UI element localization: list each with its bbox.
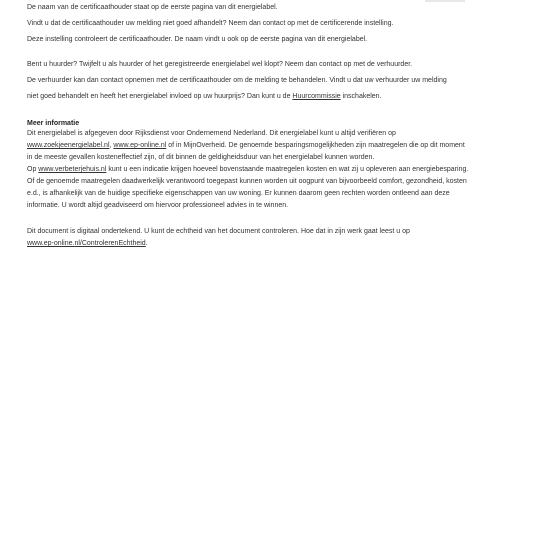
tenant-line-2: De verhuurder kan dan contact opnemen met de certificaathouder om de melding te behandelen. Vindt u dat uw verhuurder uw melding: [27, 77, 447, 84]
cert-holder-line-2: Vindt u dat de certificaathouder uw melding niet goed afhandelt? Neem dan contact op met de certificerende instelling.: [27, 20, 394, 27]
ep-online-link[interactable]: www.ep-online.nl: [113, 142, 167, 149]
info-line-6: e.d., is afhankelijk van de huidige specifieke eigenschappen van uw woning. Er kunnen daarom geen rechten worden ontleend aan deze: [27, 190, 450, 197]
signature-line-1: Dit document is digitaal ondertekend. U kunt de echtheid van het document controleren. Hoe dat in zijn werk gaat leest u op: [27, 228, 410, 235]
section-heading-meer-informatie: Meer informatie: [27, 120, 80, 127]
tenant-line-1: Bent u huurder? Twijfelt u als huurder of het geregistreerde energielabel wel klopt? Neem dan contact op met de verhuurder.: [27, 61, 413, 68]
controleren-echtheid-link[interactable]: www.ep-online.nl/ControlerenEchtheid: [27, 240, 146, 247]
info-line-2-text: of in MijnOverheid. De genoemde besparingsmogelijkheden zijn maatregelen die op dit moment: [166, 142, 465, 149]
info-line-2-sep: ,: [109, 142, 114, 149]
tenant-line-3: [27, 92, 537, 102]
info-line-4-text: kunt u een indicatie krijgen hoeveel bovenstaande maatregelen kosten en wat zij u opleveren aan energiebesparing.: [106, 166, 469, 173]
info-line-2: [27, 141, 537, 151]
signature-line-2-end: .: [145, 240, 148, 247]
info-line-5: Of de genoemde maatregelen daadwerkelijk verantwoord toegepast kunnen worden uit oogpunt van bijvoorbeeld comfort, gezondheid, kosten: [27, 178, 467, 185]
tenant-line-3-end: inschakelen.: [340, 93, 382, 100]
info-line-3: in de meeste gevallen kosteneffectief zijn, of dit binnen de geldigheidsduur van het energielabel kunnen worden.: [27, 154, 375, 161]
info-line-1: Dit energielabel is afgegeven door Rijksdienst voor Ondernemend Nederland. Dit energielabel kunt u altijd verifiëren op: [27, 130, 396, 137]
verbeterjehuis-link[interactable]: www.verbeterjehuis.nl: [38, 166, 107, 173]
cert-holder-line-1: De naam van de certificaathouder staat op de eerste pagina van dit energielabel.: [27, 4, 278, 11]
tenant-line-3-text: niet goed behandelt en heeft het energielabel invloed op uw huurprijs? Dan kunt u de: [27, 93, 293, 100]
info-line-4: [27, 165, 537, 175]
cert-holder-line-3: Deze instelling controleert de certificaathouder. De naam vindt u ook op de eerste pagina van dit energielabel.: [27, 36, 368, 43]
signature-line-2: [27, 239, 537, 249]
zoekjeenergielabel-link[interactable]: www.zoekjeenergielabel.nl: [27, 142, 110, 149]
info-line-4-pre: Op: [27, 166, 39, 173]
document-body: [27, 0, 537, 249]
info-line-7: informatie. U wordt altijd geadviseerd om hiervoor professioneel advies in te winnen.: [27, 202, 289, 209]
huurcommissie-link[interactable]: Huurcommissie: [292, 93, 341, 100]
